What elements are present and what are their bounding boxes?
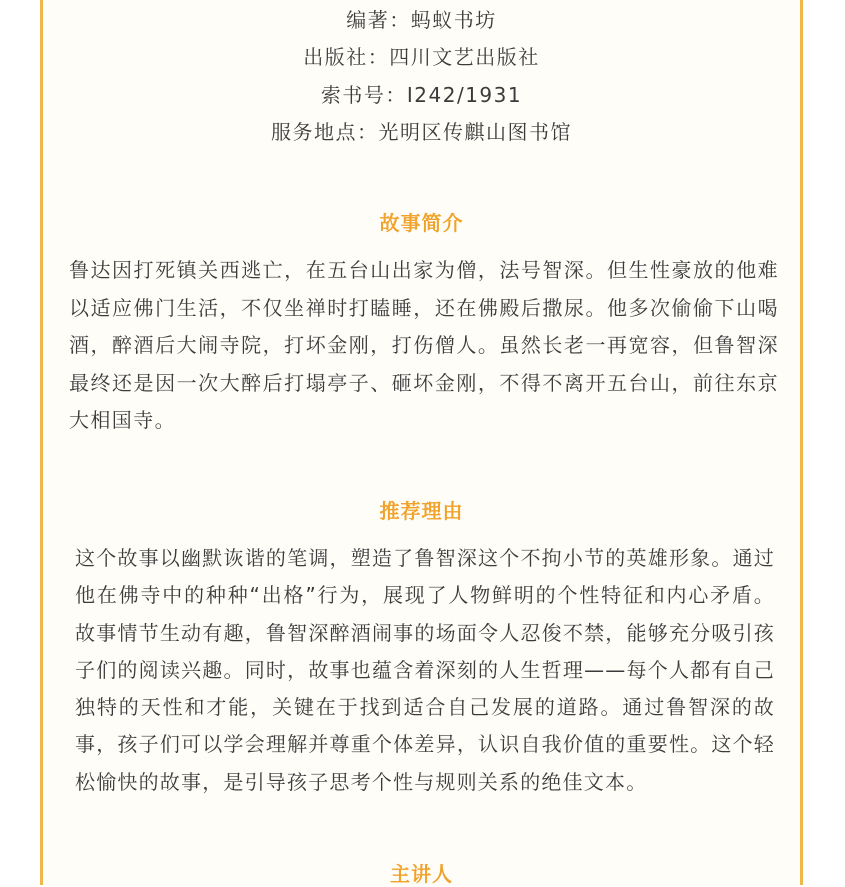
book-editor: 编著：蚂蚁书坊 [346, 8, 497, 32]
service-location: 服务地点：光明区传麒山图书馆 [271, 120, 572, 144]
story-intro-text: 鲁达因打死镇关西逃亡，在五台山出家为僧，法号智深。但生性豪放的他难以适应佛门生活，不仅坐禅时打瞌睡，还在佛殿后撒尿。他多次偷偷下山喝酒，醉酒后大闹寺院，打坏金刚，打伤僧人。虽然长老一再宽容，但鲁智深最终还是因一次大醉后打塌亭子、砸坏金刚，不得不离开五台山，前往东京大相国寺。 [69, 258, 779, 432]
recommendation-text: 这个故事以幽默诙谐的笔调，塑造了鲁智深这个不拘小节的英雄形象。通过他在佛寺中的种种“出格”行为，展现了人物鲜明的个性特征和内心矛盾。故事情节生动有趣，鲁智深醉酒闹事的场面令人忍俊不禁，能够充分吸引孩子们的阅读兴趣。同时，故事也蕴含着深刻的人生哲理——每个人都有自己独特的天性和才能，关键在于找到适合自己发展的道路。通过鲁智深的故事，孩子们可以学会理解并尊重个体差异，认识自我价值的重要性。这个轻松愉快的故事，是引导孩子思考个性与规则关系的绝佳文本。 [75, 546, 775, 794]
speaker-heading: 主讲人 [390, 862, 453, 886]
book-publisher: 出版社：四川文艺出版社 [303, 45, 540, 69]
book-call-number: 索书号：I242/1931 [320, 83, 523, 107]
recommendation-heading: 推荐理由 [379, 499, 464, 523]
article-card [40, 0, 803, 885]
story-intro-heading: 故事简介 [379, 211, 464, 235]
